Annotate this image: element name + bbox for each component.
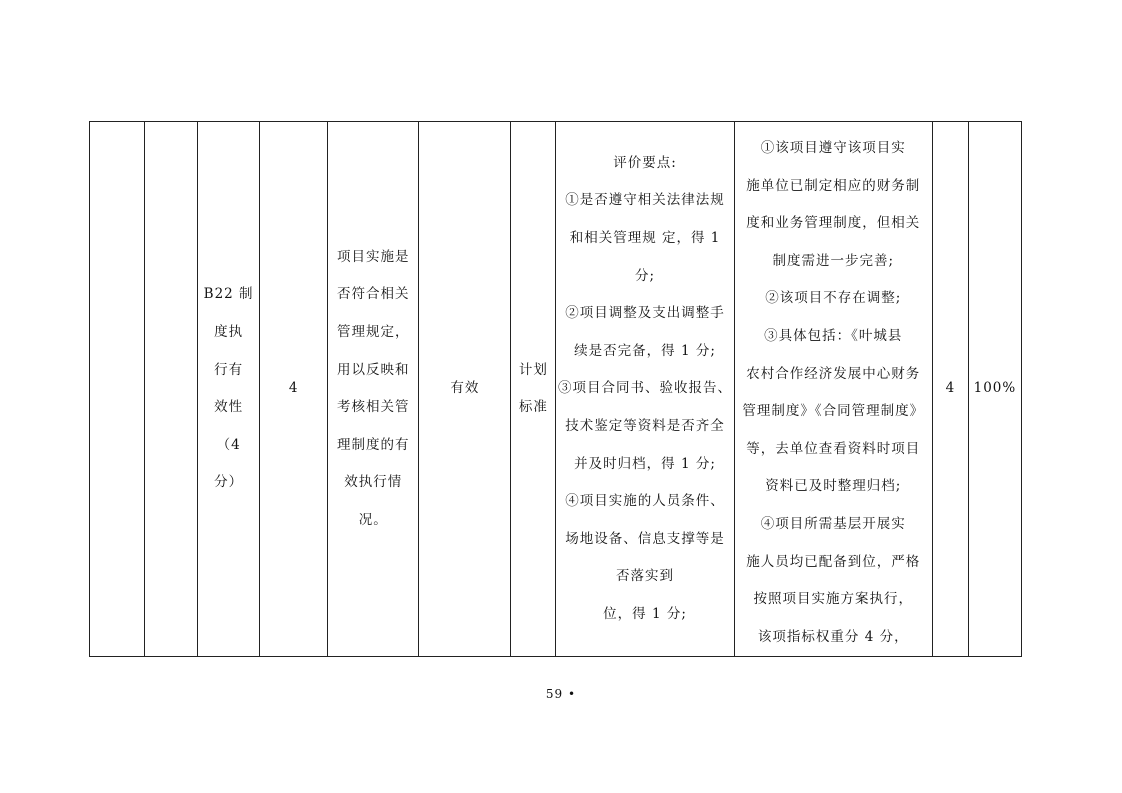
page-number: 59 • xyxy=(545,687,577,701)
criteria-line: 位，得 1 分; xyxy=(603,605,687,622)
description-cell xyxy=(328,122,419,657)
result-line: ③具体包括：《叶城县 xyxy=(764,327,903,344)
result-line: ②该项目不存在调整; xyxy=(765,290,902,307)
indicator-lines xyxy=(198,276,259,502)
result-line: 按照项目实施方案执行， xyxy=(753,591,913,608)
value-cell: 有效 xyxy=(419,122,511,657)
result-line: 度和业务管理制度，但相关 xyxy=(746,215,921,232)
indicator-line: 行有 xyxy=(214,361,244,378)
result-line: 资料已及时整理归档; xyxy=(765,478,902,495)
table-row xyxy=(90,122,1022,657)
criteria-line: ③项目合同书、验收报告、 xyxy=(558,380,733,397)
criteria-cell xyxy=(556,122,734,657)
criteria-line: 和相关管理规 定，得 1 xyxy=(569,229,721,246)
criteria-line: 续是否完备，得 1 分; xyxy=(574,342,716,359)
criteria-line: ①是否遵守相关法律法规 xyxy=(565,192,725,209)
description-line: 况。 xyxy=(358,511,388,528)
criteria-line: ④项目实施的人员条件、 xyxy=(565,493,725,510)
result-line: 施单位已制定相应的财务制 xyxy=(746,177,921,194)
result-lines xyxy=(735,122,932,656)
standard-cell xyxy=(511,122,556,657)
description-lines xyxy=(328,239,418,540)
result-line: 等，去单位查看资料时项目 xyxy=(746,440,921,457)
indicator-line: （4 xyxy=(216,436,241,453)
result-line: 该项指标权重分 4 分， xyxy=(757,628,909,645)
standard-line: 标准 xyxy=(518,399,548,416)
criteria-line: 并及时归档，得 1 分; xyxy=(574,455,716,472)
result-line: 制度需进一步完善; xyxy=(772,252,895,269)
result-line: 施人员均已配备到位，严格 xyxy=(746,553,921,570)
result-cell xyxy=(734,122,932,657)
description-line: 用以反映和 xyxy=(337,361,410,378)
level2-indicator-cell xyxy=(145,122,198,657)
criteria-line: 否落实到 xyxy=(616,568,675,585)
level1-indicator-cell xyxy=(90,122,145,657)
description-line: 否符合相关 xyxy=(337,286,410,303)
criteria-line: 评价要点: xyxy=(613,154,677,171)
criteria-line: 分; xyxy=(635,267,656,284)
indicator-line: 度执 xyxy=(214,323,244,340)
criteria-line: 场地设备、信息支撑等是 xyxy=(565,530,725,547)
standard-lines xyxy=(511,352,555,427)
result-line: ①该项目遵守该项目实 xyxy=(760,140,906,156)
score-cell: 4 xyxy=(932,122,968,657)
rate-cell: 100% xyxy=(968,122,1021,657)
criteria-line: 技术鉴定等资料是否齐全 xyxy=(565,417,725,434)
description-line: 管理规定， xyxy=(337,323,410,340)
criteria-lines xyxy=(556,145,733,634)
result-line: 农村合作经济发展中心财务 xyxy=(746,365,921,382)
indicator-line: 分） xyxy=(214,474,244,491)
weight-cell: 4 xyxy=(260,122,328,657)
evaluation-table xyxy=(89,121,1022,657)
description-line: 理制度的有 xyxy=(337,436,410,453)
standard-line: 计划 xyxy=(518,361,548,378)
indicator-line: 效性 xyxy=(214,399,244,416)
result-line: ④项目所需基层开展实 xyxy=(760,515,906,532)
description-line: 效执行情 xyxy=(344,474,403,491)
description-line: 考核相关管 xyxy=(337,399,410,416)
description-line: 项目实施是 xyxy=(337,248,410,265)
criteria-line: ②项目调整及支出调整手 xyxy=(565,305,725,322)
result-line: 管理制度》《合同管理制度》 xyxy=(742,403,925,420)
indicator-line: B22 制 xyxy=(203,286,254,303)
indicator-cell xyxy=(198,122,260,657)
